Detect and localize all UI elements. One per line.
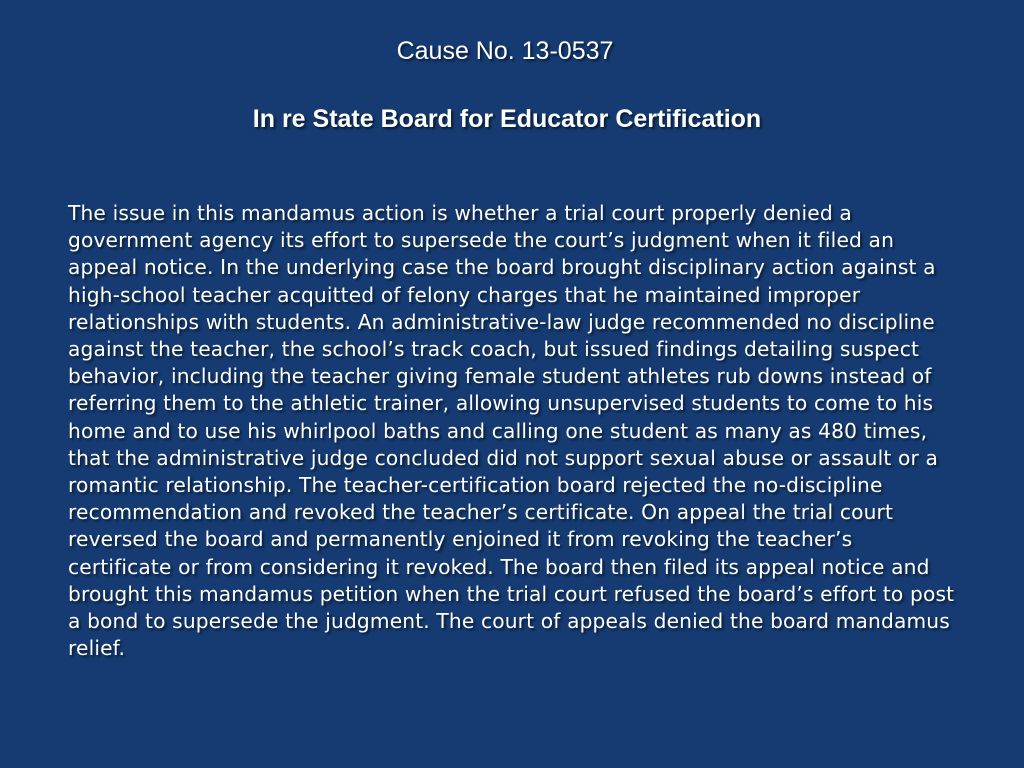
case-title: In re State Board for Educator Certification <box>252 105 762 133</box>
case-summary: The issue in this mandamus action is whether a trial court properly denied a government agency its effort to supersede the court’s judgment when it filed an appeal notice. In the underlying case the board brought disciplinary action against a high-school teacher acquitted of felony charges that he maintained improper relationships with students. An administrative-law judge recommended no discipline against the teacher, the school’s track coach, but issued findings detailing suspect behavior, including the teacher giving female student athletes rub downs instead of referring them to the athletic trainer, allowing unsupervised students to come to his home and to use his whirlpool baths and calling one student as many as 480 times, that the administrative judge concluded did not support sexual abuse or assault or a romantic relationship. The teacher-certification board rejected the no-discipline recommendation and revoked the teacher’s certificate. On appeal the trial court reversed the board and permanently enjoined it from revoking the teacher’s certificate or from considering it revoked. The board then filed its appeal notice and brought this mandamus petition when the trial court refused the board’s effort to post a bond to supersede the judgment. The court of appeals denied the board mandamus relief. <box>68 201 955 661</box>
cause-number: Cause No. 13-0537 <box>396 37 614 65</box>
